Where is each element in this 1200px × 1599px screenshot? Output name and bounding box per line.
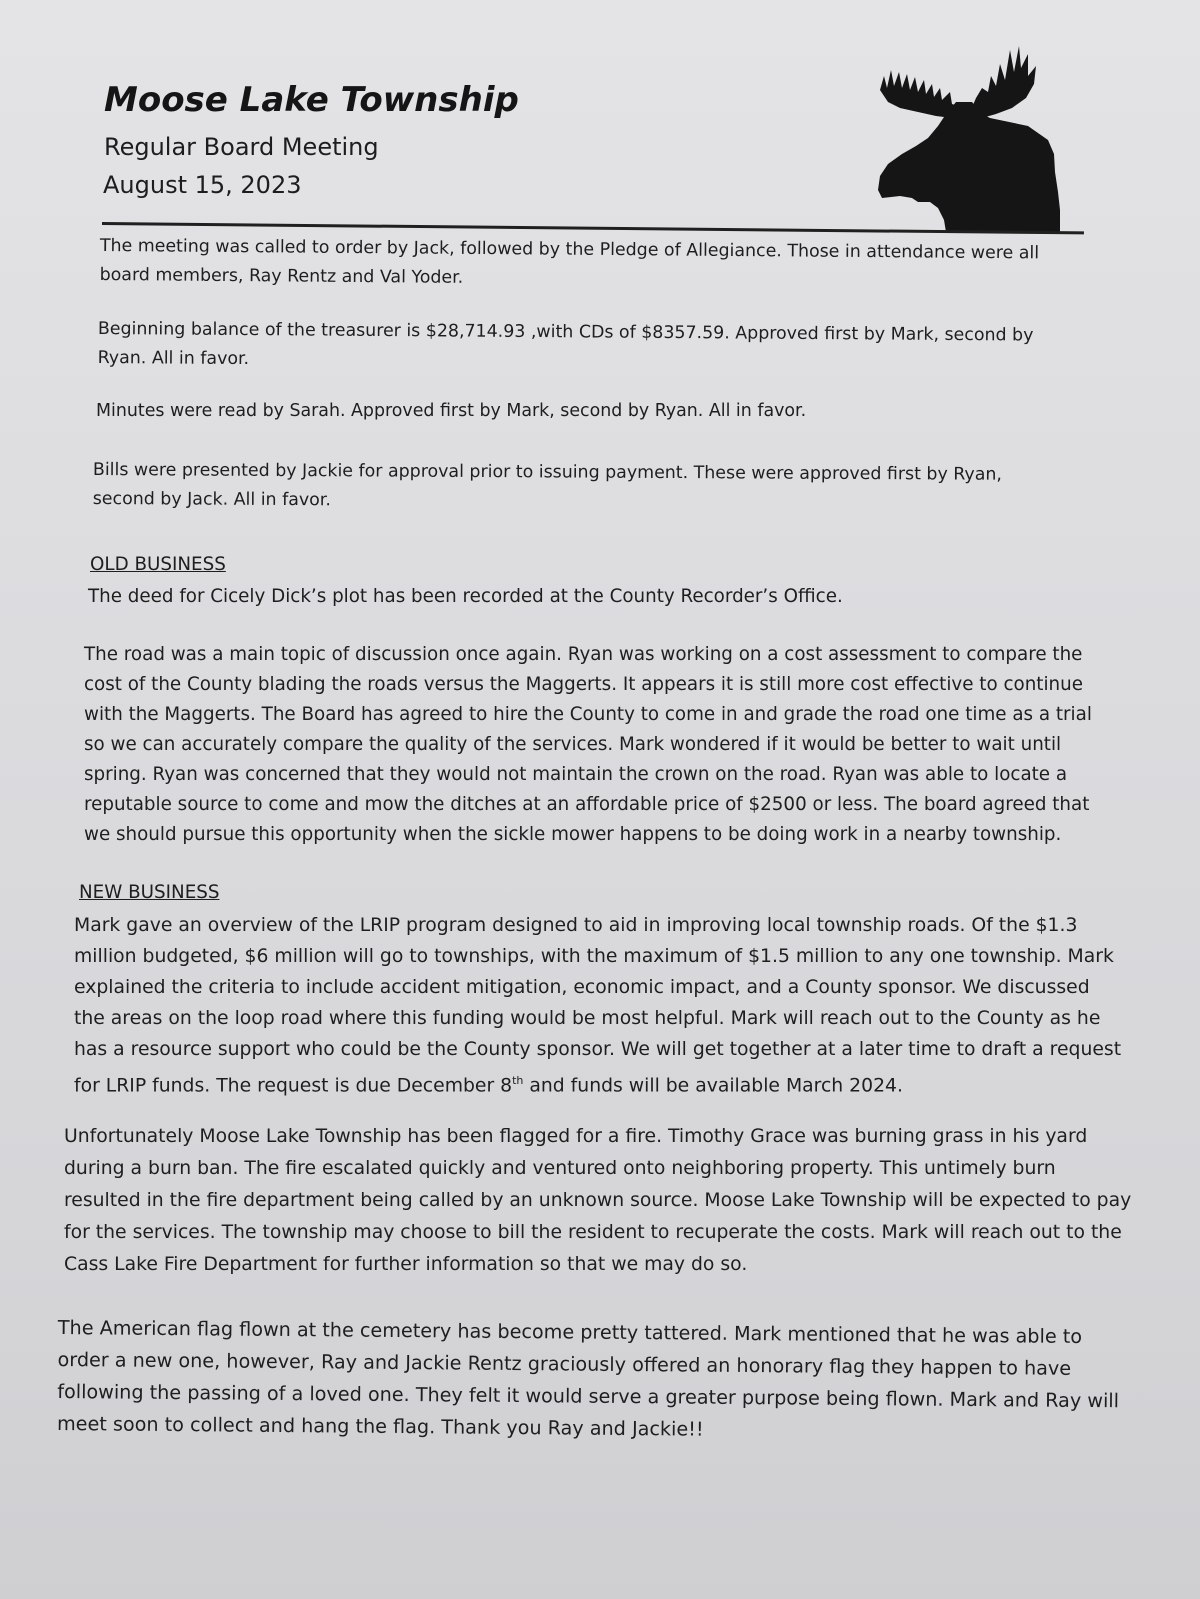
paragraph-fire: Unfortunately Moose Lake Township has been flagged for a fire. Timothy Grace was burning grass in his yard during a burn ban. The fire escalated quickly and ventured onto neighboring property. This untimely burn resulted in the fire department being called by an unknown source. Moose Lake Township will be expected to pay for the services. The township may choose to bill the resident to recuperate the costs. Mark will reach out to the Cass Lake Fire Department for further information so that we may do so. <box>64 1126 1132 1275</box>
paragraph-lrip <box>74 910 1124 1101</box>
paragraph-flag: The American flag flown at the cemetery has become pretty tattered. Mark mentioned that he was able to order a new one, however, Ray and Jackie Rentz graciously offered an honorary flag they happen to have following the passing of a loved one. They felt it would serve a greater purpose being flown. Mark and Ray will meet soon to collect and hang the flag. Thank you Ray and Jackie!! <box>56 1315 1120 1441</box>
lrip-text: Mark gave an overview of the LRIP program designed to aid in improving local township roads. Of the $1.3 million budgeted, $6 million will go to townships, with the maximum of $1.5 million to any one township. Mark explained the criteria to include accident mitigation, economic impact, and a County sponsor. We discussed the areas on the loop road where this funding would be most helpful. Mark will reach out to the County as he has a resource support who could be the County sponsor. We will get together at a later time to draft a request for LRIP funds. The request is due December 8 <box>74 915 1122 1097</box>
old-business-heading: OLD BUSINESS <box>90 554 226 575</box>
meeting-type: Regular Board Meeting <box>104 133 379 161</box>
moose-head-icon <box>878 42 1083 232</box>
paragraph-road: The road was a main topic of discussion once again. Ryan was working on a cost assessment to compare the cost of the County blading the roads versus the Maggerts. It appears it is still more cost effective to continue with the Maggerts. The Board has agreed to hire the County to come in and grade the road one time as a trial so we can accurately compare the quality of the services. Mark wondered if it would be better to wait until spring. Ryan was concerned that they would not maintain the crown on the road. Ryan was able to locate a reputable source to come and mow the ditches at an affordable price of $2500 or less. The board agreed that we should pursue this opportunity when the sickle mower happens to be doing work in a nearby township. <box>84 644 1092 845</box>
lrip-text-end: and funds will be available March 2024. <box>523 1075 903 1097</box>
paragraph-minutes: Minutes were read by Sarah. Approved first by Mark, second by Ryan. All in favor. <box>96 401 807 421</box>
meeting-date: August 15, 2023 <box>103 171 302 199</box>
paragraph-bills: Bills were presented by Jackie for approval prior to issuing payment. These were approved first by Ryan, second by Jack. All in favor. <box>92 459 1002 510</box>
lrip-superscript: th <box>512 1074 524 1087</box>
new-business-heading: NEW BUSINESS <box>79 882 220 903</box>
paragraph-treasurer: Beginning balance of the treasurer is $28,714.93 ,with CDs of $8357.59. Approved first by Mark, second by Ryan. All in favor. <box>97 318 1034 369</box>
paragraph-call-to-order: The meeting was called to order by Jack, followed by the Pledge of Allegiance. Those in attendance were all board members, Ray Rentz and Val Yoder. <box>99 235 1040 288</box>
document-title: Moose Lake Township <box>104 80 519 120</box>
paragraph-deed: The deed for Cicely Dick’s plot has been recorded at the County Recorder’s Office. <box>88 586 843 607</box>
